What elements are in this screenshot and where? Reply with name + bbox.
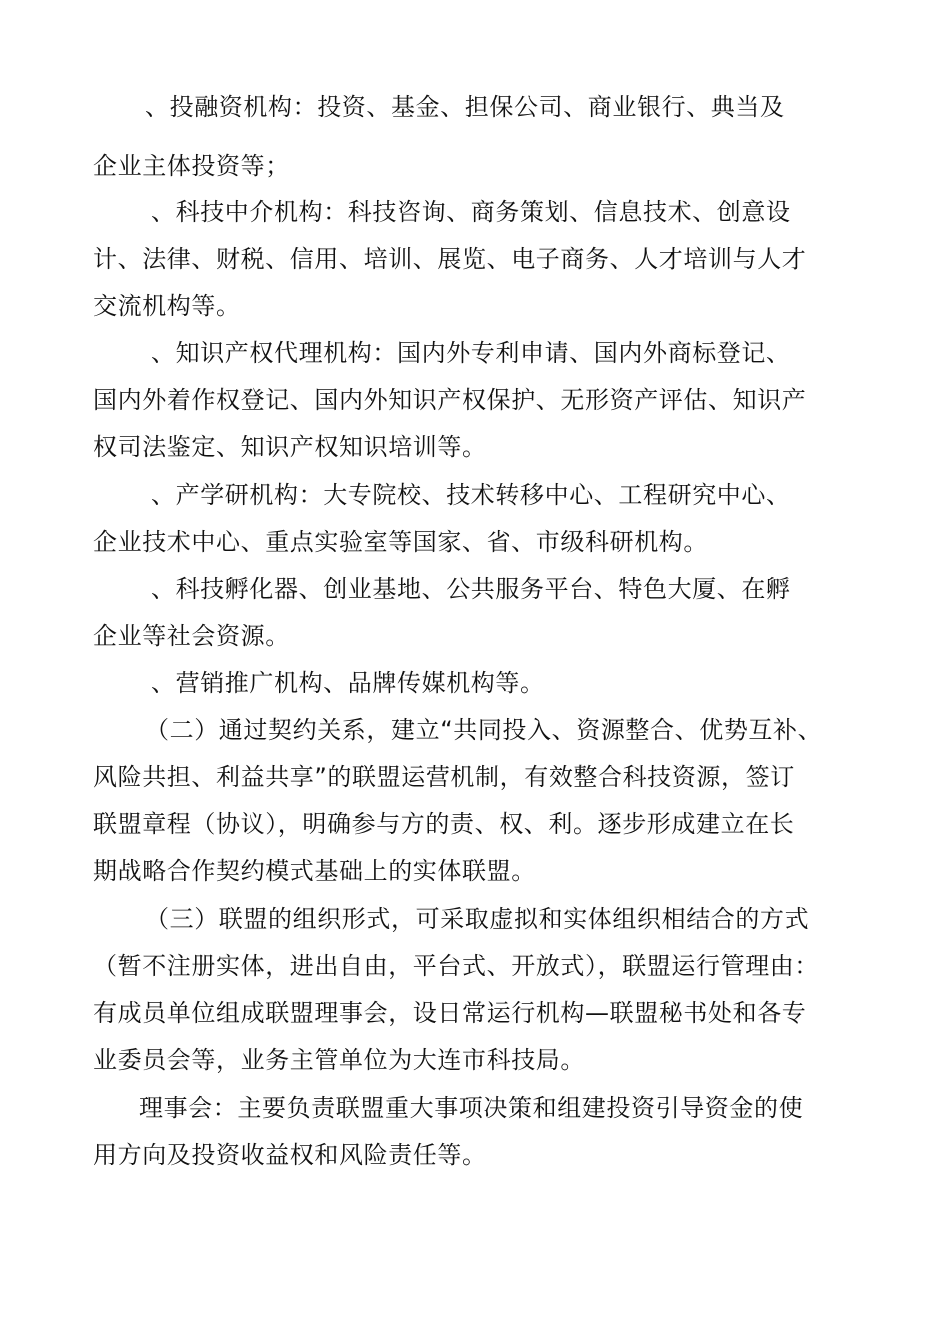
text-line: 企业技术中心、重点实验室等国家、省、市级科研机构。 — [93, 528, 708, 556]
text-line: 交流机构等。 — [93, 292, 241, 320]
text-line: 国内外着作权登记、国内外知识产权保护、无形资产评估、知识产 — [93, 386, 807, 414]
text-line: 联盟章程（协议），明确参与方的责、权、利。逐步形成建立在长 — [93, 810, 795, 838]
paragraph-board-of-directors — [93, 1085, 853, 1179]
text-line: 业委员会等，业务主管单位为大连市科技局。 — [93, 1046, 585, 1074]
text-line: 、知识产权代理机构：国内外专利申请、国内外商标登记、 — [151, 339, 791, 367]
text-line: 、科技孵化器、创业基地、公共服务平台、特色大厦、在孵 — [151, 575, 791, 603]
paragraph-marketing — [93, 660, 853, 707]
text-line: 权司法鉴定、知识产权知识培训等。 — [93, 433, 487, 461]
paragraph-incubators — [93, 566, 853, 660]
text-line: 、科技中介机构：科技咨询、商务策划、信息技术、创意设 — [151, 198, 791, 226]
text-line: （二）通过契约关系，建立“共同投入、资源整合、优势互补、 — [145, 716, 823, 744]
text-line: 有成员单位组成联盟理事会，设日常运行机构—联盟秘书处和各专 — [93, 999, 807, 1027]
paragraph-tech-intermediaries — [93, 189, 853, 330]
text-line: 理事会：主要负责联盟重大事项决策和组建投资引导资金的使 — [139, 1094, 804, 1122]
text-line: （三）联盟的组织形式，可采取虚拟和实体组织相结合的方式 — [145, 905, 810, 933]
paragraph-ip-agencies — [93, 330, 853, 471]
paragraph-industry-academia — [93, 472, 853, 566]
text-line: 计、法律、财税、信用、培训、展览、电子商务、人才培训与人才 — [93, 245, 807, 273]
text-line: 用方向及投资收益权和风险责任等。 — [93, 1141, 487, 1169]
text-line: 企业等社会资源。 — [93, 622, 290, 650]
text-line: 、产学研机构：大专院校、技术转移中心、工程研究中心、 — [151, 481, 791, 509]
text-line: 、营销推广机构、品牌传媒机构等。 — [151, 669, 545, 697]
text-line: （暂不注册实体，进出自由，平台式、开放式），联盟运行管理由： — [93, 952, 819, 980]
text-line: 期战略合作契约模式基础上的实体联盟。 — [93, 857, 536, 885]
paragraph-investment-institutions — [93, 84, 853, 190]
paragraph-section-two — [93, 707, 853, 895]
text-line: 风险共担、利益共享”的联盟运营机制，有效整合科技资源，签订 — [93, 763, 795, 791]
text-line: 、投融资机构：投资、基金、担保公司、商业银行、典当及 — [145, 93, 785, 121]
paragraph-section-three — [93, 896, 853, 1084]
text-line: 企业主体投资等； — [93, 152, 290, 180]
